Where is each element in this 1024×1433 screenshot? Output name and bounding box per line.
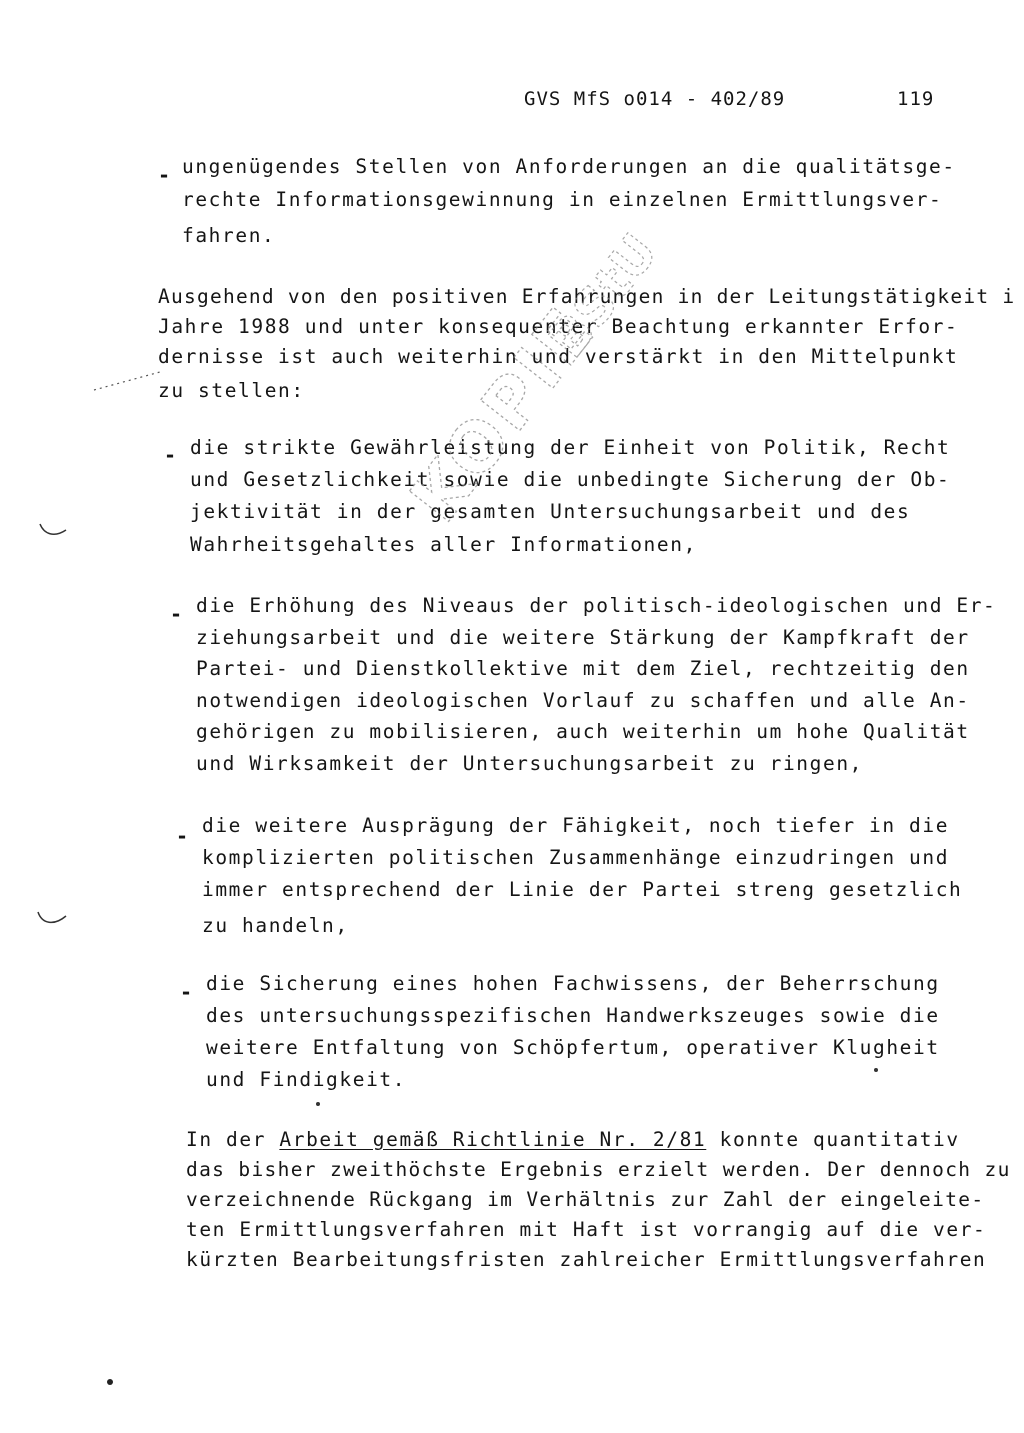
bullet-dash: - (170, 602, 183, 626)
intro-line-2: Jahre 1988 und unter konsequenter Beachtung erkannter Erfor- (158, 315, 959, 338)
bullet-dash: - (176, 824, 189, 848)
bullet3-line-6: und Wirksamkeit der Untersuchungsarbeit zu ringen, (196, 752, 863, 775)
bullet3-line-5: gehörigen zu mobilisieren, auch weiterhin um hohe Qualität (196, 720, 970, 743)
bullet4-line-2: komplizierten politischen Zusammenhänge einzudringen und (202, 846, 950, 869)
intro-line-1: Ausgehend von den positiven Erfahrungen in der Leitungstätigkeit i (158, 285, 1016, 308)
bullet3-line-2: ziehungsarbeit und die weitere Stärkung der Kampfkraft der (196, 626, 970, 649)
scan-speck (312, 1098, 324, 1110)
closing-line-3: verzeichnende Rückgang im Verhältnis zur Zahl der eingeleite- (186, 1188, 985, 1211)
bullet4-line-3: immer entsprechend der Linie der Partei streng gesetzlich (202, 878, 963, 901)
directive-reference: Arbeit gemäß Richtlinie Nr. 2/81 (279, 1128, 707, 1151)
document-reference: GVS MfS o014 - 402/89 (524, 88, 786, 110)
svg-text:KOPIE: KOPIE (395, 291, 612, 537)
bullet1-line-2: rechte Informationsgewinnung in einzelnen Ermittlungsver- (182, 188, 943, 211)
closing-line-5: kürzten Bearbeitungsfristen zahlreicher Ermittlungsverfahren (186, 1248, 987, 1271)
closing-line-2: das bisher zweithöchste Ergebnis erzielt werden. Der dennoch zu (186, 1158, 1011, 1181)
bullet5-line-2: des untersuchungsspezifischen Handwerkszeuges sowie die (206, 1004, 940, 1027)
intro-line-4: zu stellen: (158, 379, 305, 402)
closing-line-1 (186, 1130, 960, 1150)
bullet-dash: - (158, 163, 171, 187)
bullet3-line-1: die Erhöhung des Niveaus der politisch-ideologischen und Er- (196, 594, 997, 617)
closing-line-4: ten Ermittlungsverfahren mit Haft ist vorrangig auf die ver- (186, 1218, 987, 1241)
bullet2-line-3: jektivität in der gesamten Untersuchungsarbeit und des (190, 500, 911, 523)
bullet5-line-1: die Sicherung eines hohen Fachwissens, der Beherrschung (206, 972, 940, 995)
bullet2-line-1: die strikte Gewährleistung der Einheit von Politik, Recht (190, 436, 951, 459)
intro-line-3: dernisse ist auch weiterhin und verstärkt in den Mittelpunkt (158, 345, 959, 368)
closing-line-1-prefix: In der (186, 1128, 280, 1151)
margin-tick-mark (32, 908, 72, 938)
bullet3-line-3: Partei- und Dienstkollektive mit dem Ziel, rechtzeitig den (196, 657, 970, 680)
bullet1-line-1: ungenügendes Stellen von Anforderungen an die qualitätsge- (182, 155, 956, 178)
closing-line-1-suffix: konnte quantitativ (706, 1128, 960, 1151)
bullet5-line-3: weitere Entfaltung von Schöpfertum, operativer Klugheit (206, 1036, 940, 1059)
page-number: 119 (897, 88, 935, 110)
bullet1-line-3: fahren. (182, 224, 276, 247)
margin-tick-mark (36, 520, 72, 550)
scan-speck (870, 1064, 882, 1076)
bullet-dash: - (180, 980, 193, 1004)
svg-text:BStU: BStU (537, 223, 669, 369)
bullet2-line-2: und Gesetzlichkeit sowie die unbedingte Sicherung der Ob- (190, 468, 951, 491)
scan-speck (100, 1372, 120, 1392)
bullet5-line-4: und Findigkeit. (206, 1068, 407, 1091)
bullet-dash: - (164, 443, 177, 467)
bullet4-line-1: die weitere Ausprägung der Fähigkeit, noch tiefer in die (202, 814, 950, 837)
bullet3-line-4: notwendigen ideologischen Vorlauf zu schaffen und alle An- (196, 689, 970, 712)
bullet2-line-4: Wahrheitsgehaltes aller Informationen, (190, 533, 697, 556)
bullet4-line-4: zu handeln, (202, 914, 349, 937)
